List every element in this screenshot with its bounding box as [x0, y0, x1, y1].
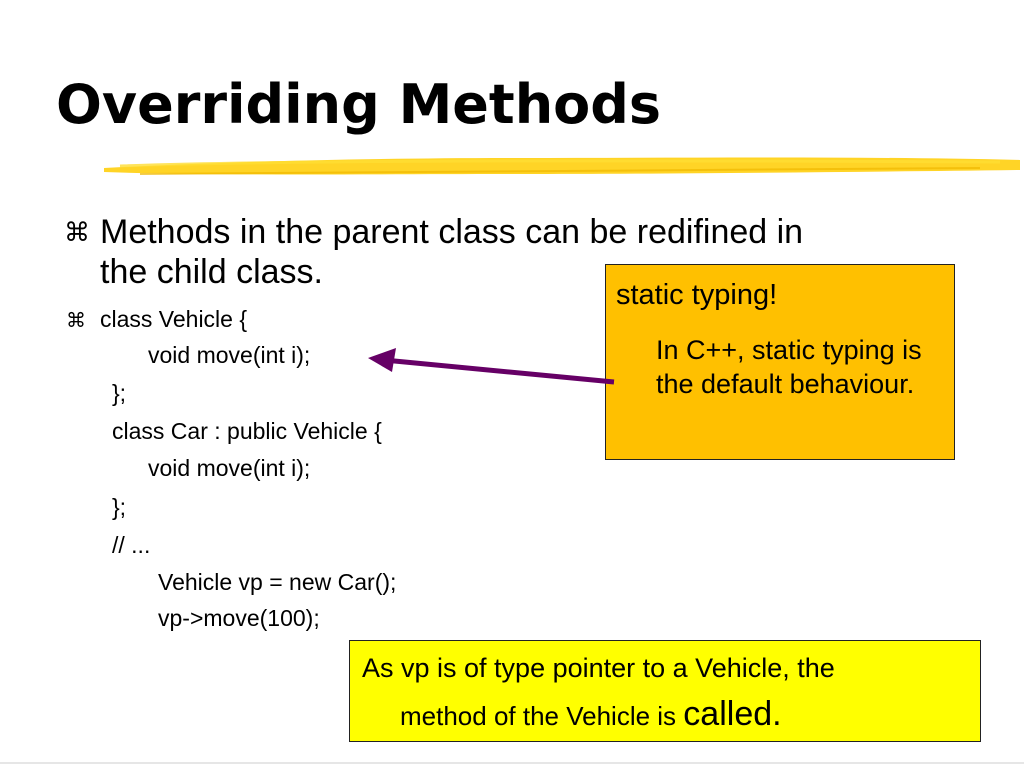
callout-heading: static typing!	[616, 279, 778, 311]
callout-body: In C++, static typing is the default behaviour.	[656, 335, 922, 399]
code-line: void move(int i);	[148, 342, 311, 368]
code-line: void move(int i);	[148, 455, 311, 481]
footer-divider	[0, 762, 1024, 764]
code-line: class Car : public Vehicle {	[112, 418, 382, 444]
slide-title: Overriding Methods	[56, 73, 662, 136]
static-typing-callout	[605, 264, 955, 460]
code-line: Vehicle vp = new Car();	[158, 569, 397, 595]
bullet-text-line2: the child class.	[100, 253, 323, 291]
code-line: };	[112, 380, 127, 406]
callout-line2-text: method of the Vehicle is	[400, 701, 684, 731]
code-line: class Vehicle {	[100, 306, 248, 332]
bullet-icon: ⌘	[66, 308, 86, 332]
bullet-text-line1: Methods in the parent class can be redifined in	[100, 213, 804, 251]
callout-line1: As vp is of type pointer to a Vehicle, the	[362, 653, 835, 683]
callout-line2	[400, 695, 782, 734]
bullet-icon: ⌘	[64, 218, 90, 248]
callout-line2-emphasis: called.	[683, 695, 782, 733]
vehicle-method-callout	[349, 640, 981, 742]
arrow-icon	[360, 340, 620, 400]
code-line: };	[112, 494, 127, 520]
code-line: // ...	[112, 532, 151, 558]
code-line: vp->move(100);	[158, 605, 320, 631]
title-underline	[100, 148, 1024, 184]
